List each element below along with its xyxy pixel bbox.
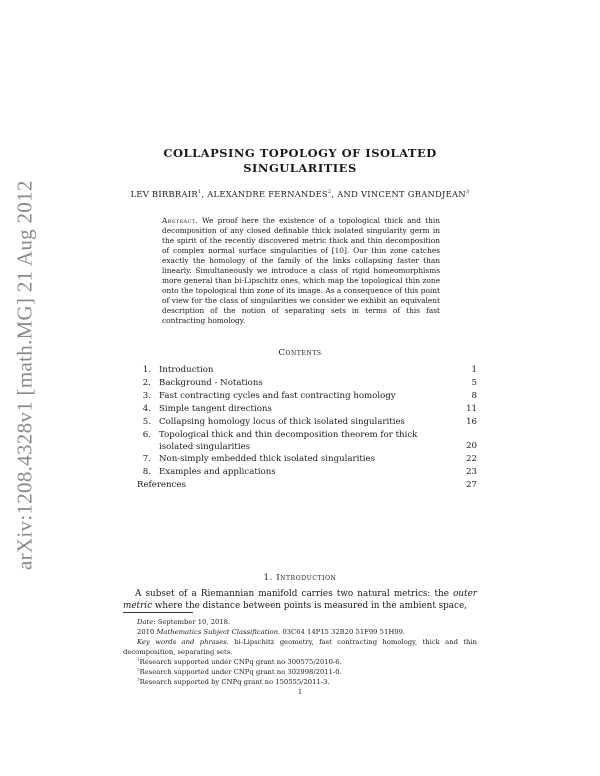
author-2: ALEXANDRE FERNANDES: [207, 189, 328, 199]
toc-entry-8[interactable]: [137, 466, 477, 479]
toc-entry-title: References: [137, 480, 186, 490]
date-label: Date: [137, 618, 154, 626]
toc-entry-number: 1.: [142, 365, 151, 375]
grant-1-text: Research supported under CNPq grant no 300575/2010-6.: [139, 658, 342, 666]
toc-entry-7[interactable]: [137, 453, 477, 466]
author-separator-1: ,: [201, 189, 208, 199]
toc-entry-5[interactable]: [137, 416, 477, 429]
toc-entry-page: 11: [466, 404, 477, 414]
intro-text-2: where the distance between points is measured in the ambient space,: [152, 601, 467, 611]
toc-entry-title: Non-simply embedded thick isolated singularities: [159, 454, 376, 464]
toc-entry-number: 4.: [142, 404, 151, 414]
footnote-keywords: [123, 637, 477, 657]
toc-entry-number: 2.: [142, 378, 151, 388]
author-line: [100, 189, 500, 199]
grant-3-mark: 3: [137, 676, 140, 682]
keywords-label: Key words and phrases.: [137, 638, 229, 646]
grant-2-mark: 2: [137, 666, 140, 672]
author-3: VINCENT GRANDJEAN: [361, 189, 466, 199]
toc-entry-page: 23: [466, 467, 477, 477]
footnote-msc: [123, 627, 477, 637]
toc-entry-title: Topological thick and thin decomposition theorem for thick isolated singularities: [159, 430, 418, 452]
toc-entry-title: Introduction: [159, 365, 214, 375]
toc-entry-number: 7.: [142, 454, 151, 464]
toc-entry-page: 16: [466, 417, 477, 427]
page-number: 1: [297, 688, 303, 696]
intro-text-1: A subset of a Riemannian manifold carries two natural metrics: the: [135, 589, 454, 599]
toc-entry-number: 3.: [142, 391, 151, 401]
toc-entry-references[interactable]: [137, 479, 477, 492]
toc-entry-title: Simple tangent directions: [159, 404, 272, 414]
footnote-grant-2: [123, 667, 477, 677]
toc-entry-page: 27: [466, 480, 477, 490]
msc-value: 03C64 14P15 32B20 51F99 51H99.: [280, 628, 406, 636]
abstract-text: We proof here the existence of a topological thick and thin decomposition of any closed definable thick isolated singularity germ in the spirit of the recently discovered metric thick and thin decomposition of complex normal surface singularities of [10]. Our thin zone catches exactly the homology of the family of the links collapsing faster than linearly. Simultaneously we introduce a class of rigid homeomorphisms more general than bi-Lipschitz ones, which map the topological thin zone onto the topological thin zone of its image. As a consequence of this point of view for the class of singularities we consider we exhibit an equivalent description of the notion of separating sets in terms of this fast contracting homology.: [162, 216, 441, 325]
footnote-rule: [123, 612, 193, 613]
footnotes: [123, 617, 477, 687]
toc-entry-page: 22: [466, 454, 477, 464]
intro-metric-word: metric: [123, 601, 153, 611]
toc-entry-2[interactable]: [137, 377, 477, 390]
toc-entry-6[interactable]: [137, 429, 477, 453]
toc-entry-page: 1: [471, 365, 477, 375]
grant-2-text: Research supported under CNPq grant no 302998/2011-0.: [139, 668, 342, 676]
author-2-mark: 2: [327, 189, 332, 196]
toc-entry-number: 8.: [142, 467, 151, 477]
toc-entry-number: 5.: [142, 417, 151, 427]
author-1-mark: 1: [197, 189, 202, 196]
toc-entry-title: Background - Notations: [159, 378, 263, 388]
toc-entry-page: 5: [471, 378, 477, 388]
abstract-label: Abstract: [162, 216, 196, 225]
author-separator-2: , AND: [331, 189, 362, 199]
section-1-heading: 1. Introduction: [263, 573, 337, 583]
arxiv-stamp: arXiv:1208.4328v1 [math.MG] 21 Aug 2012: [12, 180, 37, 570]
toc-entry-title: Examples and applications: [159, 467, 276, 477]
author-3-mark: 3: [465, 189, 470, 196]
contents-heading: Contents: [278, 348, 322, 358]
msc-prefix: 2010: [137, 628, 157, 636]
toc-entry-page: 8: [471, 391, 477, 401]
intro-paragraph: [123, 588, 477, 612]
toc-entry-number: 6.: [142, 430, 151, 440]
table-of-contents: [137, 364, 477, 492]
abstract: Abstract. We proof here the existence of a topological thick and thin decomposition of any closed definable thick isolated singularity germ in the spirit of the recently discovered metric thick and thin decomposition of complex normal surface singularities of [10]. Our thin zone catches exactly the homology of the family of the links collapsing faster than linearly. Simultaneously we introduce a class of rigid homeomorphisms more general than bi-Lipschitz ones, which map the topological thin zone onto the topological thin zone of its image. As a consequence of this point of view for the class of singularities we consider we exhibit an equivalent description of the notion of separating sets in terms of this fast contracting homology.: [162, 216, 441, 325]
toc-entry-title: Collapsing homology locus of thick isolated singularities: [159, 417, 405, 427]
toc-entry-4[interactable]: [137, 403, 477, 416]
intro-outer-word: outer: [453, 589, 477, 599]
keywords-value: bi-Lipschitz geometry, fast contracting homology, thick and thin decomposition, separating sets.: [123, 638, 477, 656]
toc-entry-1[interactable]: [137, 364, 477, 377]
toc-entry-page: 20: [466, 441, 477, 451]
date-value: : September 10, 2018.: [153, 618, 231, 626]
footnote-grant-3: [123, 677, 477, 687]
toc-entry-3[interactable]: [137, 390, 477, 403]
footnote-date: [123, 617, 477, 627]
grant-1-mark: 1: [137, 656, 140, 662]
footnote-grant-1: [123, 657, 477, 667]
grant-3-text: Research supported by CNPq grant no 150555/2011-3.: [139, 678, 330, 686]
msc-label: Mathematics Subject Classification.: [156, 628, 281, 636]
toc-entry-title: Fast contracting cycles and fast contracting homology: [159, 391, 396, 401]
author-1: LEV BIRBRAIR: [130, 189, 198, 199]
paper-title: COLLAPSING TOPOLOGY OF ISOLATED SINGULARITIES: [163, 146, 437, 175]
